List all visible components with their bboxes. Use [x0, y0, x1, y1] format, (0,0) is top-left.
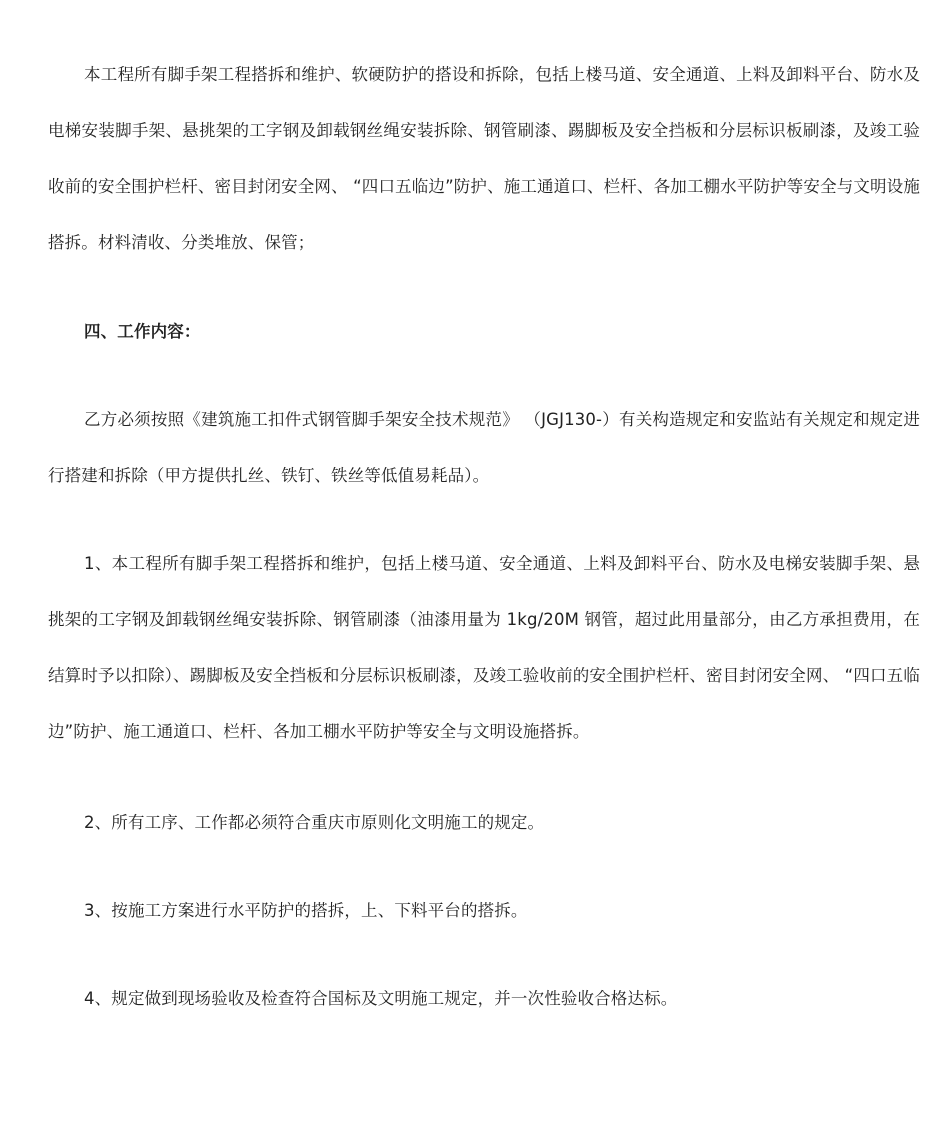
list-item-1: 1、本工程所有脚手架工程搭拆和维护，包括上楼马道、安全通道、上料及卸料平台、防水及电梯安装脚手架、悬挑架的工字钢及卸载钢丝绳安装拆除、钢管刷漆（油漆用量为 1kg/20M 钢管，超过此用量部分，由乙方承担费用，在结算时予以扣除）、踢脚板及安全挡板和分层标识板刷漆，及竣工验收前的安全围护栏杆、密目封闭安全网、 “四口五临边”防护、施工通道口、栏杆、各加工棚水平防护等安全与文明设施搭拆。: [48, 554, 920, 741]
list-item-3: 3、按施工方案进行水平防护的搭拆，上、下料平台的搭拆。: [84, 901, 528, 920]
list-item-4: 4、规定做到现场验收及检查符合国标及文明施工规定，并一次性验收合格达标。: [84, 989, 678, 1008]
section-heading: 四、工作内容：: [84, 322, 201, 341]
list-item-2: 2、所有工序、工作都必须符合重庆市原则化文明施工的规定。: [84, 813, 545, 832]
intro-paragraph: 本工程所有脚手架工程搭拆和维护、软硬防护的搭设和拆除，包括上楼马道、安全通道、上料及卸料平台、防水及电梯安装脚手架、悬挑架的工字钢及卸载钢丝绳安装拆除、钢管刷漆、踢脚板及安全挡板和分层标识板刷漆，及竣工验收前的安全围护栏杆、密目封闭安全网、 “四口五临边”防护、施工通道口、栏杆、各加工棚水平防护等安全与文明设施搭拆。材料清收、分类堆放、保管；: [48, 65, 920, 252]
requirement-paragraph: 乙方必须按照《建筑施工扣件式钢管脚手架安全技术规范》 （JGJ130-）有关构造规定和安监站有关规定和规定进行搭建和拆除（甲方提供扎丝、铁钉、铁丝等低值易耗品）。: [48, 410, 920, 485]
